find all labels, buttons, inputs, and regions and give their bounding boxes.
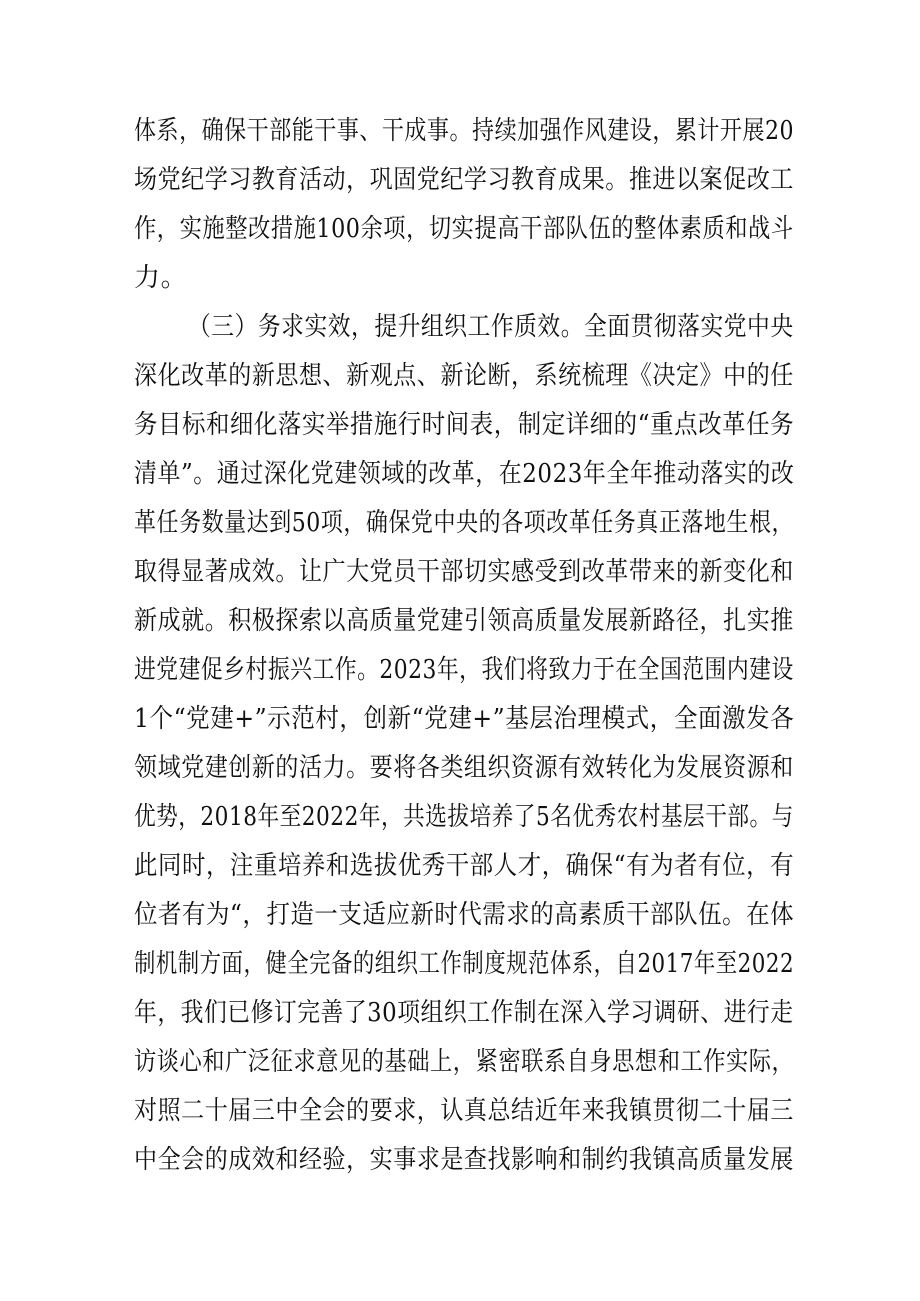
text-line: 新成就。积极探索以高质量党建引领高质量发展新路径，扎实推 (134, 606, 794, 636)
text-line: 优势，2018年至2022年，共选拔培养了5名优秀农村基层干部。与 (134, 802, 794, 832)
text-line: 位者有为“，打造一支适应新时代需求的高素质干部队伍。在体 (134, 900, 795, 930)
text-line: 务目标和细化落实举措施行时间表，制定详细的“重点改革任务 (134, 410, 795, 440)
text-line: 革任务数量达到50项，确保党中央的各项改革任务真正落地生根， (134, 508, 795, 538)
text-line: 深化改革的新思想、新观点、新论断，系统梳理《决定》中的任 (134, 361, 794, 391)
paragraph-heading-line: （三）务求实效，提升组织工作质效。全面贯彻落实党中央 (188, 312, 794, 342)
text-line: 此同时，注重培养和选拔优秀干部人才，确保“有为者有位，有 (134, 851, 795, 881)
text-line: 对照二十届三中全会的要求，认真总结近年来我镇贯彻二十届三 (134, 1096, 794, 1126)
text-line: 中全会的成效和经验，实事求是查找影响和制约我镇高质量发展 (134, 1145, 794, 1175)
text-line: 清单”。通过深化党建领域的改革，在2023年全年推动落实的改 (134, 459, 795, 489)
text-line: 作，实施整改措施100余项，切实提高干部队伍的整体素质和战斗 (134, 214, 794, 244)
text-line: 访谈心和广泛征求意见的基础上，紧密联系自身思想和工作实际， (134, 1047, 795, 1077)
text-line: 领域党建创新的活力。要将各类组织资源有效转化为发展资源和 (134, 753, 794, 783)
text-line: 进党建促乡村振兴工作。2023年，我们将致力于在全国范围内建设 (134, 655, 794, 685)
text-line: 1个“党建+”示范村，创新“党建+”基层治理模式，全面激发各 (134, 704, 795, 734)
text-line: 制机制方面，健全完备的组织工作制度规范体系，自2017年至2022 (134, 949, 795, 979)
text-line: 场党纪学习教育活动，巩固党纪学习教育成果。推进以案促改工 (134, 165, 794, 195)
text-line: 取得显著成效。让广大党员干部切实感受到改革带来的新变化和 (134, 557, 794, 587)
text-line: 力。 (134, 263, 188, 293)
text-line: 年，我们已修订完善了30项组织工作制在深入学习调研、进行走 (134, 998, 794, 1028)
text-line: 体系，确保干部能干事、干成事。持续加强作风建设，累计开展20 (134, 116, 795, 146)
